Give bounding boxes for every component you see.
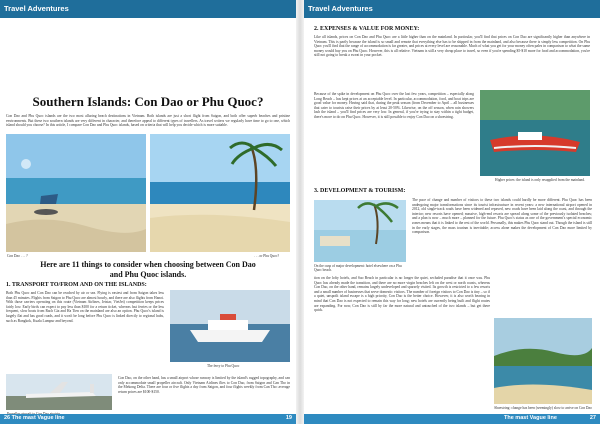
hotel-development-photo [314,200,406,262]
section2-text: Like all islands, prices on Con Dao and Phu Quoc are a little higher than on the mainland. In particular, you'll find that prices on Con Dao are significantly higher than anywhere in Vietnam. This is partly because the island is so small and remote that everything else has to be shipped in from the mainland, and also because there is simply less competition. On Phu Quoc you'll find that the range of accommodation is far greater, and prices at every level are reasonable. Much of what you get for your money often pales in comparison to what the same money would buy you on Phu Quoc. However, this is all relative. Vietnam is still a very cheap place to travel, so even if you're spending $5-$10 more for food and accommodation, you're still not going to break a sweat in your pocket. [314,35,590,58]
left-footer-title: 26 The mast Vague line [4,415,65,421]
section3-heading: 3. DEVELOPMENT & TOURISM: [314,188,406,194]
right-header-bar [304,0,600,18]
con-dao-coast-photo [494,318,592,404]
boat-photo [480,90,590,176]
section3-text: The pace of change and number of visitors to these two islands could hardly be more different. Phu Quoc has been undergoing major transformations since its tourist infrastructure in recent years: a new international airport opened in 2012, old single-track roads have been widened and repaved, new roads have been laid along the coast, and through the interior; new resorts have opened; massive, high-end resorts are spread along some of the previously isolated beaches; and a plan is now – much more – planned for the future. Phu Quoc's status as one of the government's special economic zones means that it is linked to the rest of the world. Personally, this makes Phu Quoc stand out. Though the island is still in the early stages, the mass tourism is inevitable; access alone makes the development of Con Dao more limited by comparison. [412,198,592,235]
section1-text-continued: Con Dao, on the other hand, has a small airport whose runway is limited by the island's rugged topography, and can only accommodate small propeller aircraft. Only Vietnam Airlines flies to Con Dao, from Saigon and Can Tho in the Mekong Delta. There are four or five flights a day from Saigon, and four flights weekly from Can Tho: average return prices are $100-$150. [118,376,290,394]
phu-quoc-photo-caption: . . . or Phu Quoc? [254,254,280,258]
section2-heading: 2. EXPENSES & VALUE FOR MONEY: [314,26,420,32]
left-footer [0,414,296,424]
ferry-photo [170,290,290,362]
phu-quoc-beach-photo [150,134,290,252]
intro-paragraph: Con Dao and Phu Quoc islands are the two most alluring beach destinations in Vietnam. Both islands are just a short flight from Saigon, and both offer superb beaches and pristine environments. But these two southern islands are very different in character, and therefore appeal to different types of travellers. As travel writers we regularly have time to go to one, which island should you choose? In this article, I compare Con Dao and Phu Quoc islands, based on criteria that will help you decide which is more suitable. [6,114,290,128]
left-header-bar [0,0,296,18]
left-page [0,0,296,424]
hotel-photo-caption: On the cusp of major development: hotel elsewhere on a Phu Quoc beach. [314,264,402,272]
left-header-label: Travel Adventures [4,4,69,13]
right-footer [304,414,600,424]
right-header-label: Travel Adventures [308,4,373,13]
article-title: Southern Islands: Con Dao or Phu Quoc? [32,94,264,109]
section2-text-continued: Because of the spike in development on Phu Quoc over the last few years, competition – especially along Long Beach – has kept prices at an acceptable level. In particular, accommodation, food, and boat trips are good value for money. Having said that, during the peak season (from December to April – all businesses that cater to tourists raise their prices by at least 20-50%. Likewise, on the off season, when rain showers lash the island – you'll find prices are very low. In general, if you're trying to stay within a tight budget, there's more to do on Phu Quoc. However, it is still possible to enjoy Con Dao on a shoestring. [314,92,474,119]
ferry-photo-caption: The ferry to Phu Quoc [207,364,240,368]
boat-photo-caption: Higher prices: the island is only resupplied from the mainland. [494,178,586,182]
section3-text-continued: tion on the lofty hotels, and Sao Beach in particular is no longer the quiet, secluded paradise that it once was. Phu Quoc has already made the transition, and there are no more virgin beaches left on the west or north coasts, whereas Con Dao, on the other hand, remains largely undeveloped and sparsely visited. Its growth is restricted to a few resorts and a small number of businesses that serve domestic visitors. The number of foreign visitors to Con Dao is tiny – so if a quiet, unspoilt island escape is a high priority, Con Dao is the better choice. However, it is also worth bearing in mind that Con Dao is not expected to remain this way for long; new hotels are currently being built and flight routes are expanding. For now, Con Dao is still by far the more natural and untouched of the two islands – but get there quick. [314,276,490,313]
left-page-number: 19 [285,415,292,421]
right-page-number: 27 [589,415,596,421]
section1-text: Both Phu Quoc and Con Dao can be reached by air or sea. Flying is easiest and from Saigon takes less than 45 minutes. Flights from Saigon to Phu Quoc are almost hourly, and there are also flights from Hanoi. With those carriers operating on this route (Vietnam Airlines, Jetstar, VietJet) competition keeps prices fairly low. Early birds can expect to pay less than $100 for a return ticket, whereas fast ferries or the less frequent, slow boats from Rach Gia and Ha Tien on the mainland are also an option. Phu Quoc's island is largely flat and has good roads, and it won't be long before Phu Quoc is linked directly to regional hubs, such as Bangkok, Kuala Lumpur and beyond. [6,291,164,323]
right-page [304,0,600,424]
right-footer-title: The mast Vague line [504,415,557,421]
subheading: Here are 11 things to consider when choosing between Con Dao and Phu Quoc islands. [40,260,256,279]
con-dao-photo-caption: Con Dao . . . ? [7,254,28,258]
section1-heading: 1. TRANSPORT TO/FROM AND ON THE ISLANDS: [6,282,147,288]
spine-gutter [296,0,304,424]
coast-photo-caption: Shoestring: change has been (seemingly) slow to arrive on Con Dao [494,406,592,410]
propeller-aircraft-photo [6,374,112,410]
con-dao-beach-photo [6,134,146,252]
